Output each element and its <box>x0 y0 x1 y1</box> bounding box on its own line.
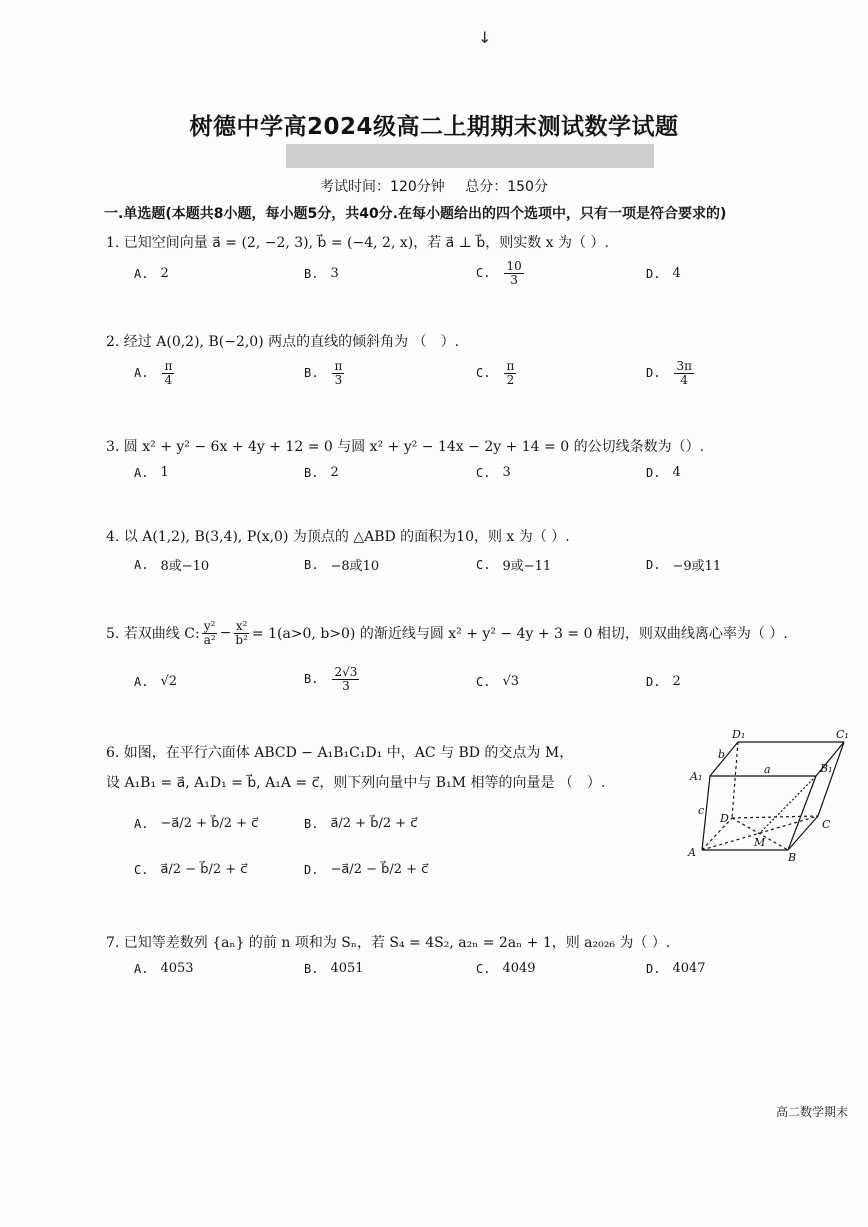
question-7-stem: 7. 已知等差数列 {aₙ} 的前 n 项和为 Sₙ，若 S₄ = 4S₂, a₂ₙ = 2aₙ + 1，则 a₂₀₂₆ 为（ ）. <box>106 935 671 951</box>
label-a1: A₁ <box>690 770 703 783</box>
fraction: $\frac{3\pi}{4}$ <box>676 359 692 387</box>
exam-info <box>0 176 868 196</box>
exam-time: 考试时间：120分钟 <box>320 179 445 195</box>
question-3-option-d[interactable]: D. 4 <box>646 465 681 480</box>
question-2-option-d[interactable]: D. $\frac{3\pi}{4}$ <box>646 359 692 387</box>
question-1-option-c[interactable]: C. $\frac{10}{3}$ <box>476 259 522 287</box>
fraction: $\frac{\pi}{3}$ <box>334 359 343 387</box>
question-4-option-a[interactable]: A. 8或−10 <box>134 557 210 574</box>
question-5-option-c[interactable]: C. √3 <box>476 674 520 689</box>
label-m: M <box>754 836 766 849</box>
question-2-option-b[interactable]: B. $\frac{\pi}{3}$ <box>304 359 343 387</box>
edge-bc <box>788 816 818 850</box>
question-1-option-b[interactable]: B. 3 <box>304 266 339 281</box>
question-3-option-b[interactable]: B. 2 <box>304 465 339 480</box>
question-7-option-b[interactable]: B. 4051 <box>304 961 364 976</box>
question-4-option-b[interactable]: B. −8或10 <box>304 557 380 574</box>
fraction-y2-a2: $\frac{\text{y²}}{\text{a²}}$ <box>203 619 216 647</box>
question-7-option-c[interactable]: C. 4049 <box>476 961 536 976</box>
edge-b1b <box>788 776 816 850</box>
label-b1: B₁ <box>820 762 833 775</box>
label-c1: C₁ <box>836 728 849 741</box>
question-7-option-a[interactable]: A. 4053 <box>134 961 194 976</box>
redaction-bar <box>286 144 654 168</box>
scan-mark: ↓ <box>478 28 492 47</box>
fraction: $\frac{\pi}{4}$ <box>164 359 173 387</box>
question-4-option-c[interactable]: C. 9或−11 <box>476 557 552 574</box>
label-d: D <box>720 812 729 825</box>
page-footer: 高二数学期末 <box>775 1105 848 1119</box>
label-a: A <box>688 846 696 859</box>
minus-sign: − <box>219 625 232 642</box>
label-c: C <box>822 818 831 831</box>
question-6-stem-line-2: 设 A₁B₁ = a⃗, A₁D₁ = b⃗, A₁A = c⃗，则下列向量中与 B₁M 相等的向量是 （ ）. <box>106 775 606 791</box>
question-3-option-c[interactable]: C. 3 <box>476 465 511 480</box>
question-2-option-a[interactable]: A. $\frac{\pi}{4}$ <box>134 359 173 387</box>
question-4-option-d[interactable]: D. −9或11 <box>646 557 722 574</box>
question-6-option-d[interactable]: D. −a⃗/2 − b⃗/2 + c⃗ <box>304 862 429 877</box>
question-5-option-d[interactable]: D. 2 <box>646 674 681 689</box>
question-5-option-a[interactable]: A. √2 <box>134 674 178 689</box>
fraction: $\frac{2√3}{3}$ <box>334 665 358 693</box>
question-6-option-b[interactable]: B. a⃗/2 + b⃗/2 + c⃗ <box>304 816 418 831</box>
question-2-option-c[interactable]: C. $\frac{\pi}{2}$ <box>476 359 515 387</box>
question-5-stem: 5. 若双曲线 C: $\frac{\text{y²}}{\text{a²}}$ − $\frac{\text{x²}}{\text{b²}}$ = 1(a>0, b>0) 的渐近线与圆 x² + y² − 4y + 3 = 0 相切，则双曲线离心率为（ ）. <box>106 619 788 647</box>
question-1-option-a[interactable]: A. 2 <box>134 266 169 281</box>
label-vec-b: b <box>718 748 726 761</box>
label-vec-a: a <box>764 763 771 776</box>
label-b: B <box>788 851 797 864</box>
question-1-stem: 1. 已知空间向量 a⃗ = (2, −2, 3), b⃗ = (−4, 2, x)，若 a⃗ ⊥ b⃗，则实数 x 为（ ）. <box>106 235 609 251</box>
exam-title: 树德中学高2024级高二上期期末测试数学试题 <box>189 114 679 140</box>
question-2-stem: 2. 经过 A(0,2), B(−2,0) 两点的直线的倾斜角为 （ ）. <box>106 334 460 350</box>
fraction: $\frac{\pi}{2}$ <box>506 359 515 387</box>
question-3-stem: 3. 圆 x² + y² − 6x + 4y + 12 = 0 与圆 x² + y² − 14x − 2y + 14 = 0 的公切线条数为（）. <box>106 439 705 455</box>
edge-d1d <box>732 742 738 818</box>
fraction-x2-b2: $\frac{\text{x²}}{\text{b²}}$ <box>235 619 248 647</box>
label-d1: D₁ <box>732 728 746 741</box>
question-6-option-a[interactable]: A. −a⃗/2 + b⃗/2 + c⃗ <box>134 816 259 831</box>
question-6-stem-line-1: 6. 如图，在平行六面体 ABCD − A₁B₁C₁D₁ 中，AC 与 BD 的交点为 M， <box>106 745 574 761</box>
parallelepiped-figure <box>676 728 856 864</box>
total-score: 总分：150分 <box>465 179 548 195</box>
section-title: 一.单选题(本题共8小题，每小题5分，共40分.在每小题给出的四个选项中，只有一项是符合要求的) <box>104 206 727 222</box>
segment-b1m <box>760 776 816 833</box>
question-3-option-a[interactable]: A. 1 <box>134 465 169 480</box>
question-4-stem: 4. 以 A(1,2), B(3,4), P(x,0) 为顶点的 △ABD 的面积为10，则 x 为（ ）. <box>106 529 570 545</box>
fraction: $\frac{10}{3}$ <box>506 259 522 287</box>
question-7-option-d[interactable]: D. 4047 <box>646 961 706 976</box>
label-vec-c: c <box>698 804 705 817</box>
question-6-option-c[interactable]: C. a⃗/2 − b⃗/2 + c⃗ <box>134 862 248 877</box>
question-5-option-b[interactable]: B. $\frac{2√3}{3}$ <box>304 665 358 693</box>
edge-c1c <box>818 742 844 816</box>
question-1-option-d[interactable]: D. 4 <box>646 266 681 281</box>
